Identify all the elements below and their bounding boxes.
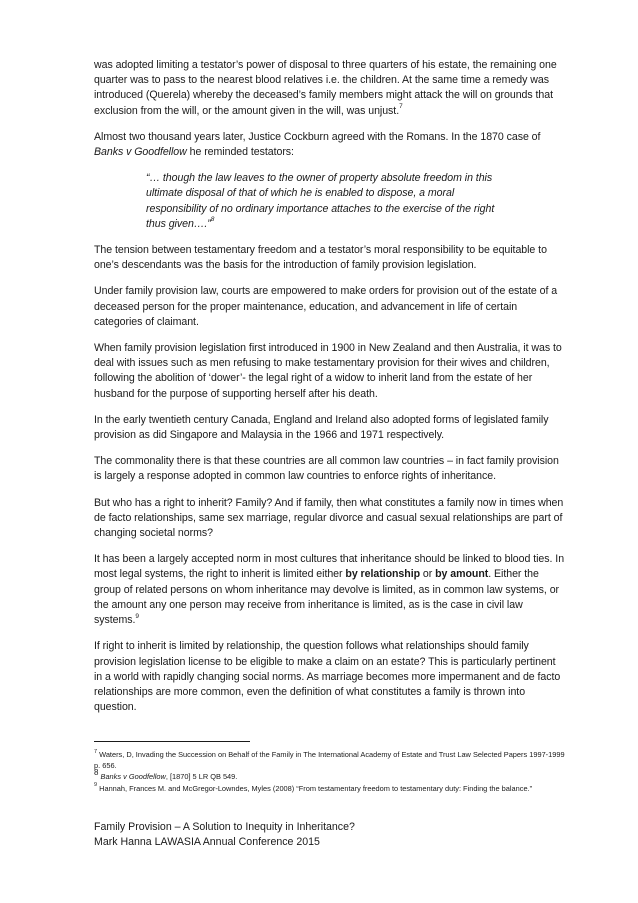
quote-text: “… though the law leaves to the owner of property absolute freedom in this ultimate disposal of that of which he is enabled to dispose, a moral responsibility of no ordinary importance attaches to the exercise of the right thus given….” xyxy=(146,172,495,230)
paragraph-8: But who has a right to inherit? Family? And if family, then what constitutes a family now in times when de facto relationships, same sex marriage, regular divorce and casual sexual relationships are part of changing societal norms? xyxy=(94,496,564,540)
footnote-8 xyxy=(94,767,566,783)
paragraph-2-text-b: he reminded testators: xyxy=(186,146,294,159)
paragraph-7: The commonality there is that these countries are all common law countries – in fact family provision is largely a response adopted in common law countries to enforce rights of inheritance. xyxy=(94,455,559,483)
paragraph-4: Under family provision law, courts are empowered to make orders for provision out of the estate of a deceased person for the proper maintenance, education, and advancement in life of certain categories of claimant. xyxy=(94,285,558,328)
footnote-ref-9[interactable]: 9 xyxy=(135,612,139,620)
block-quote xyxy=(94,171,566,232)
footnote-9-text: Hannah, Frances M. and McGregor-Lowndes, Myles (2008) “From testamentary freedom to testamentary duty: Finding the balance.” xyxy=(97,783,533,793)
paragraph-9-text-a: It has been a largely accepted norm in most cultures that inheritance should be linked to blood ties. In most legal systems, the right to inherit is limited either xyxy=(94,553,565,581)
footnotes xyxy=(94,750,566,795)
footnote-8-case: Banks v Goodfellow xyxy=(100,772,166,782)
paragraph-6: In the early twentieth century Canada, England and Ireland also adopted forms of legislated family provision as did Singapore and Malaysia in the 1966 and 1971 respectively. xyxy=(94,413,549,442)
footnote-separator xyxy=(94,741,250,742)
footnote-ref-7[interactable]: 7 xyxy=(399,103,403,111)
page-footer xyxy=(94,820,566,850)
paragraph-9-text-b: . Either the group of related persons on whom inheritance may devolve is limited, as in common law systems, or the amount any one person may receive from inheritance is limited, as is the case in civil law systems. xyxy=(94,568,560,627)
body-text xyxy=(94,58,566,726)
footer-author: Mark Hanna LAWASIA Annual Conference 2015 xyxy=(94,836,320,848)
paragraph-1-text: was adopted limiting a testator’s power of disposal to three quarters of his estate, the remaining one quarter was to pass to the nearest blood relatives i.e. the children. At the same time a remedy was introduced (Querela) whereby the deceased’s family members might attack the will on grounds that exclusion from the will, or the amount given in the will, was unjust. xyxy=(94,59,557,117)
paragraph-10: If right to inherit is limited by relationship, the question follows what relationships should family provision legislation license to be eligible to make a claim on an estate? This is particularly pertinent in a world with rapidly changing social norms. As marriage becomes more impermanent and de facto relationships are more common, even the definition of what constitutes a family is thrown into question. xyxy=(94,640,561,714)
paragraph-2-text-a: Almost two thousand years later, Justice Cockburn agreed with the Romans. In the 1870 case of xyxy=(94,130,541,143)
paragraph-5: When family provision legislation first introduced in 1900 in New Zealand and then Australia, it was to deal with issues such as men refusing to make testamentary provision for their wives and children, following the abolition of ‘dower’- the legal right of a widow to inherit land from the estate of her husband for the purpose of supporting herself after his death. xyxy=(94,342,562,400)
bold-by-relationship: by relationship xyxy=(345,568,421,581)
footnote-9-number: 9 xyxy=(94,782,98,789)
case-name: Banks v Goodfellow xyxy=(94,146,187,159)
footnote-8-number: 8 xyxy=(94,767,99,777)
footnote-9 xyxy=(94,784,566,795)
footer-title: Family Provision – A Solution to Inequity in Inheritance? xyxy=(94,821,355,833)
paragraph-1 xyxy=(94,58,566,119)
paragraph-2 xyxy=(94,130,566,160)
paragraph-9 xyxy=(94,552,566,628)
bold-by-amount: by amount xyxy=(435,568,489,581)
footnote-7-number: 7 xyxy=(94,748,98,755)
paragraph-9-or: or xyxy=(420,568,436,581)
footnote-8-text: , [1870] 5 LR QB 549. xyxy=(165,772,238,782)
footnote-7 xyxy=(94,750,566,771)
footnote-7-text: Waters, D, Invading the Succession on Behalf of the Family in The International Academy of Estate and Trust Law Selected Papers 1997-1999 p. 656. xyxy=(94,750,565,770)
paragraph-3: The tension between testamentary freedom and a testator’s moral responsibility to be equitable to one’s descendants was the basis for the introduction of family provision legislation. xyxy=(94,244,547,272)
footnote-ref-8[interactable]: 8 xyxy=(210,216,215,224)
